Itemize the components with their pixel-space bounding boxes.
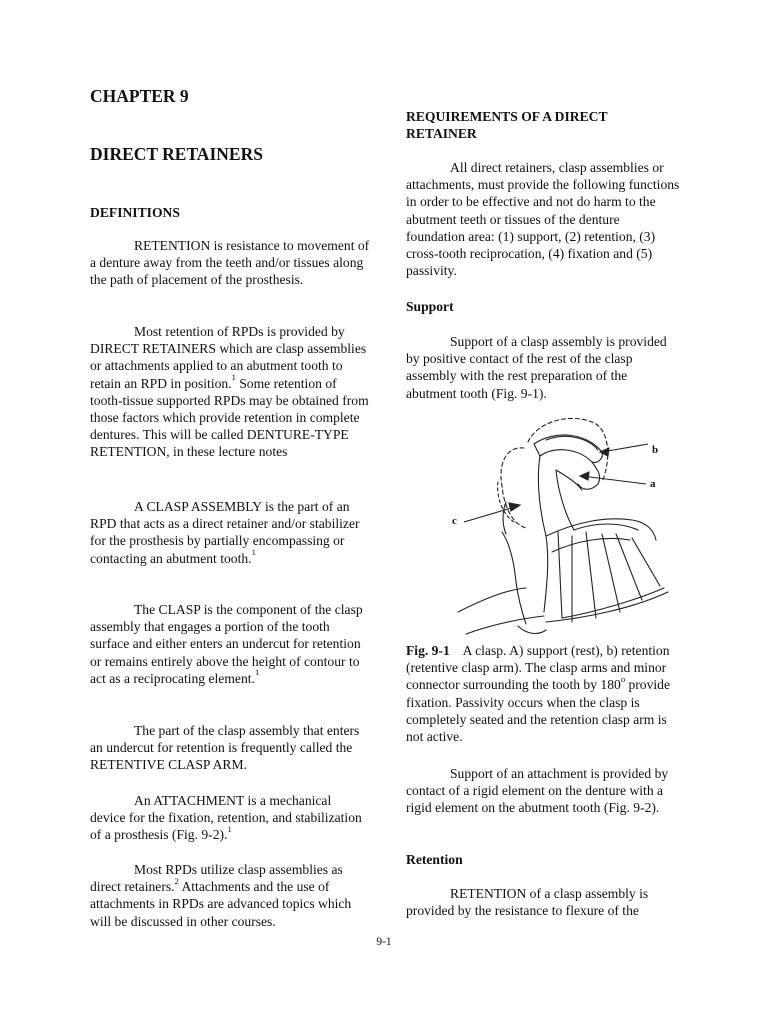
support-heading: Support — [406, 299, 454, 314]
paragraph-attachment: An ATTACHMENT is a mechanical device for the fixation, retention, and stabilization of a prosthesis (Fig. 9-2).$^1$ — [90, 793, 362, 843]
paragraph-retention: RETENTION is resistance to movement of a denture away from the teeth and/or tissues along the path of placement of the prosthesis. — [90, 238, 370, 288]
figure-label-b: b — [652, 444, 659, 456]
paragraph-support: Support of a clasp assembly is provided by positive contact of the rest of the clasp assembly with the rest preparation of the abutment tooth (Fig. 9-1). — [406, 334, 667, 401]
paragraph-retentive-clasp-arm: The part of the clasp assembly that enters an undercut for retention is frequently called the RETENTIVE CLASP ARM. — [90, 723, 360, 773]
paragraph-clasp: The CLASP is the component of the clasp assembly that engages a portion of the tooth surface and either enters an undercut for retention or remains entirely above the height of contour to act as a reciprocating element.$^1$ — [90, 602, 363, 686]
paragraph-attachment-support: Support of an attachment is provided by contact of a rigid element on the denture with a rigid element on the abutment tooth (Fig. 9-2). — [406, 766, 669, 816]
retention-heading: Retention — [406, 852, 463, 867]
chapter-title: DIRECT RETAINERS — [90, 144, 263, 164]
paragraph-requirements: All direct retainers, clasp assemblies or attachments, must provide the following functions in order to be effective and not do harm to the abutment teeth or tissues of the denture foundation area: (1) support, (2) retention, (3) cross-tooth reciprocation, (4) fixation and (5) passivity. — [406, 160, 680, 279]
figure-label-a: a — [650, 478, 656, 490]
paragraph-retention-clasp: RETENTION of a clasp assembly is provided by the resistance to flexure of the — [406, 886, 649, 919]
clasp-illustration — [406, 412, 680, 642]
figure-label-c: c — [452, 515, 457, 527]
definitions-heading: DEFINITIONS — [90, 205, 180, 220]
page-number: 9-1 — [376, 936, 392, 948]
paragraph-clasp-assemblies: Most RPDs utilize clasp assemblies as direct retainers.$^2$ Attachments and the use of attachments in RPDs are advanced topics which will be discussed in other courses. — [90, 862, 352, 929]
paragraph-direct-retainers: Most retention of RPDs is provided by DIRECT RETAINERS which are clasp assemblies or attachments applied to an abutment tooth to retain an RPD in position.$^1$ Some retention of tooth-tissue supported RPDs may be obtained from those factors which provide retention in complete dentures. This will be called DENTURE-TYPE RETENTION, in these lecture notes — [90, 324, 369, 460]
paragraph-clasp-assembly: A CLASP ASSEMBLY is the part of an RPD that acts as a direct retainer and/or stabilizer for the prosthesis by partially encompassing or contacting an abutment tooth.$^1$ — [90, 499, 360, 566]
figure-caption: Fig. 9-1 A clasp. A) support (rest), b) retention (retentive clasp arm). The clasp arms and minor connector surrounding the tooth by 180$^o$ provide fixation. Passivity occurs when the clasp is completely seated and the retention clasp arm is not active. — [406, 643, 673, 745]
figure-9-1-clasp — [406, 412, 680, 642]
requirements-heading: REQUIREMENTS OF A DIRECT RETAINER — [406, 109, 608, 142]
chapter-number: CHAPTER 9 — [90, 86, 189, 106]
